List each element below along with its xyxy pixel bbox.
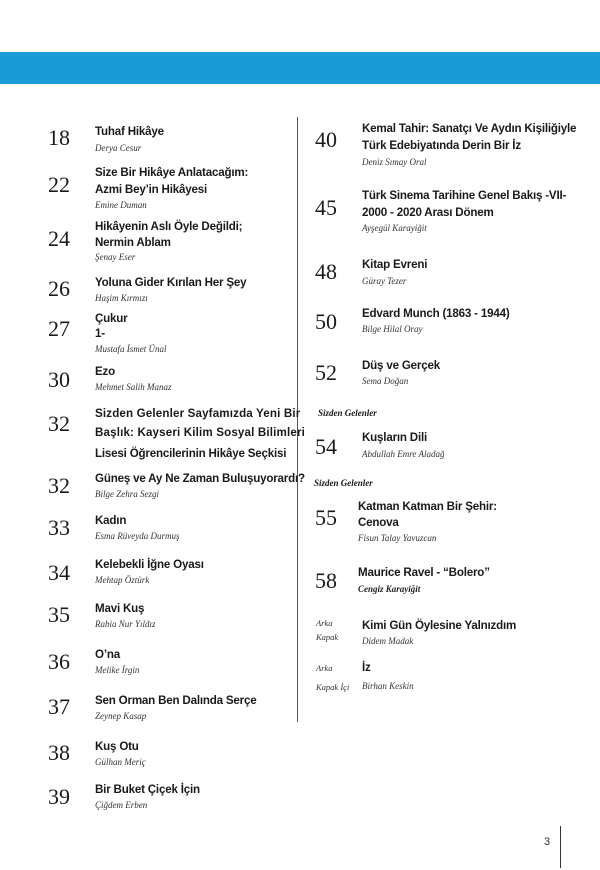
header-bar [0,52,600,84]
entry-title: Tuhaf Hikâye [95,125,164,138]
cover-label: Kapak [316,632,339,642]
entry-title: 1- [95,327,105,340]
entry-title: İz [362,661,371,674]
page-number: 30 [48,367,70,392]
entry-author: Deniz Sımay Oral [362,157,427,167]
entry-title: O’na [95,648,120,661]
entry-title: Kimi Gün Öylesine Yalnızdım [362,619,517,632]
entry-author: Bilge Hilal Oray [362,324,423,334]
page-number: 18 [48,125,70,150]
entry-author: Derya Cesur [95,143,142,153]
entry-author: Rabia Nur Yıldız [95,619,156,629]
entry-title: Güneş ve Ay Ne Zaman Buluşuyorardı? [95,472,305,485]
entry-author: Mehtap Öztürk [95,575,150,585]
page-number: 22 [48,172,70,197]
entry-author: Fisun Talay Yavuzcan [358,533,437,543]
page-number: 26 [48,276,70,301]
entry-title: Kitap Evreni [362,258,428,271]
entry-author: Birhan Keskin [362,681,414,691]
entry-title: Düş ve Gerçek [362,359,440,372]
entry-title: Sen Orman Ben Dalında Serçe [95,694,257,707]
entry-title: Başlık: Kayseri Kilim Sosyal Bilimleri [95,426,305,439]
page-number: 33 [48,515,70,540]
cover-label: Kapak İçi [316,682,350,692]
page-number: 54 [315,434,337,459]
entry-title: Kadın [95,514,127,527]
entry-author: Ayşegül Karayiğit [362,223,427,233]
entry-author: Haşim Kırmızı [95,293,148,303]
entry-title: Size Bir Hikâye Anlatacağım: [95,166,249,179]
entry-title: Katman Katman Bir Şehir: [358,500,497,513]
page-number: 32 [48,411,70,436]
cover-label: Arka [316,618,333,628]
entry-title: Kuşların Dili [362,431,428,444]
entry-author: Cengiz Karayiğit [358,584,421,594]
page-number: 52 [315,360,337,385]
entry-title: Kuş Otu [95,740,139,753]
entry-title: Mavi Kuş [95,602,145,615]
entry-author: Mustafa İsmet Ünal [95,344,167,354]
entry-title: Çukur [95,312,128,325]
entry-author: Çiğdem Erben [95,800,148,810]
entry-author: Zeynep Kasap [95,711,147,721]
footer-rule [560,826,561,868]
section-label: Sizden Gelenler [318,408,377,418]
page-number: 48 [315,259,337,284]
entry-author: Şenay Eser [95,252,136,262]
page-number: 58 [315,568,337,593]
entry-author: Didem Madak [362,636,414,646]
entry-author: Esma Rüveyda Durmuş [95,531,180,541]
entry-title: Nermin Ablam [95,236,171,249]
entry-title: Türk Edebiyatında Derin Bir İz [362,139,521,152]
page-number: 40 [315,127,337,152]
page-number: 50 [315,309,337,334]
entry-author: Abdullah Emre Aladağ [362,449,445,459]
entry-title: Maurice Ravel - “Bolero” [358,566,490,579]
cover-label: Arka [316,663,333,673]
page-number: 37 [48,694,70,719]
page-number: 32 [48,473,70,498]
entry-title: Edvard Munch (1863 - 1944) [362,307,510,320]
entry-author: Mehmet Salih Manaz [95,382,172,392]
entry-author: Bilge Zehra Sezgi [95,489,159,499]
entry-author: Melike İrgin [95,665,140,675]
page-number: 24 [48,226,70,251]
entry-title: 2000 - 2020 Arası Dönem [362,206,494,219]
page-number: 45 [315,195,337,220]
page-footer-number: 3 [544,836,551,848]
page-number: 55 [315,505,337,530]
entry-title: Sizden Gelenler Sayfamızda Yeni Bir [95,407,301,420]
entry-author: Gülhan Meriç [95,757,146,767]
entry-title: Ezo [95,365,116,378]
entry-title: Kemal Tahir: Sanatçı Ve Aydın Kişiliğiyle [362,122,577,135]
page-number: 38 [48,740,70,765]
page-number: 34 [48,560,70,585]
section-label: Sizden Gelenler [314,478,373,488]
entry-title: Lisesi Öğrencilerinin Hikâye Seçkisi [95,447,287,460]
entry-author: Sema Doğan [362,376,409,386]
entry-title: Hikâyenin Aslı Öyle Değildi; [95,220,243,233]
entry-title: Kelebekli İğne Oyası [95,558,204,571]
entry-author: Güray Tezer [362,276,407,286]
entry-author: Emine Duman [95,200,147,210]
entry-title: Yoluna Gider Kırılan Her Şey [95,276,247,289]
page-number: 35 [48,602,70,627]
page-number: 36 [48,649,70,674]
page-number: 27 [48,316,70,341]
page-number: 39 [48,784,70,809]
entry-title: Bir Buket Çiçek İçin [95,783,200,796]
entry-title: Azmi Bey’in Hikâyesi [95,183,207,196]
entry-title: Cenova [358,516,399,529]
entry-title: Türk Sinema Tarihine Genel Bakış -VII- [362,189,567,202]
